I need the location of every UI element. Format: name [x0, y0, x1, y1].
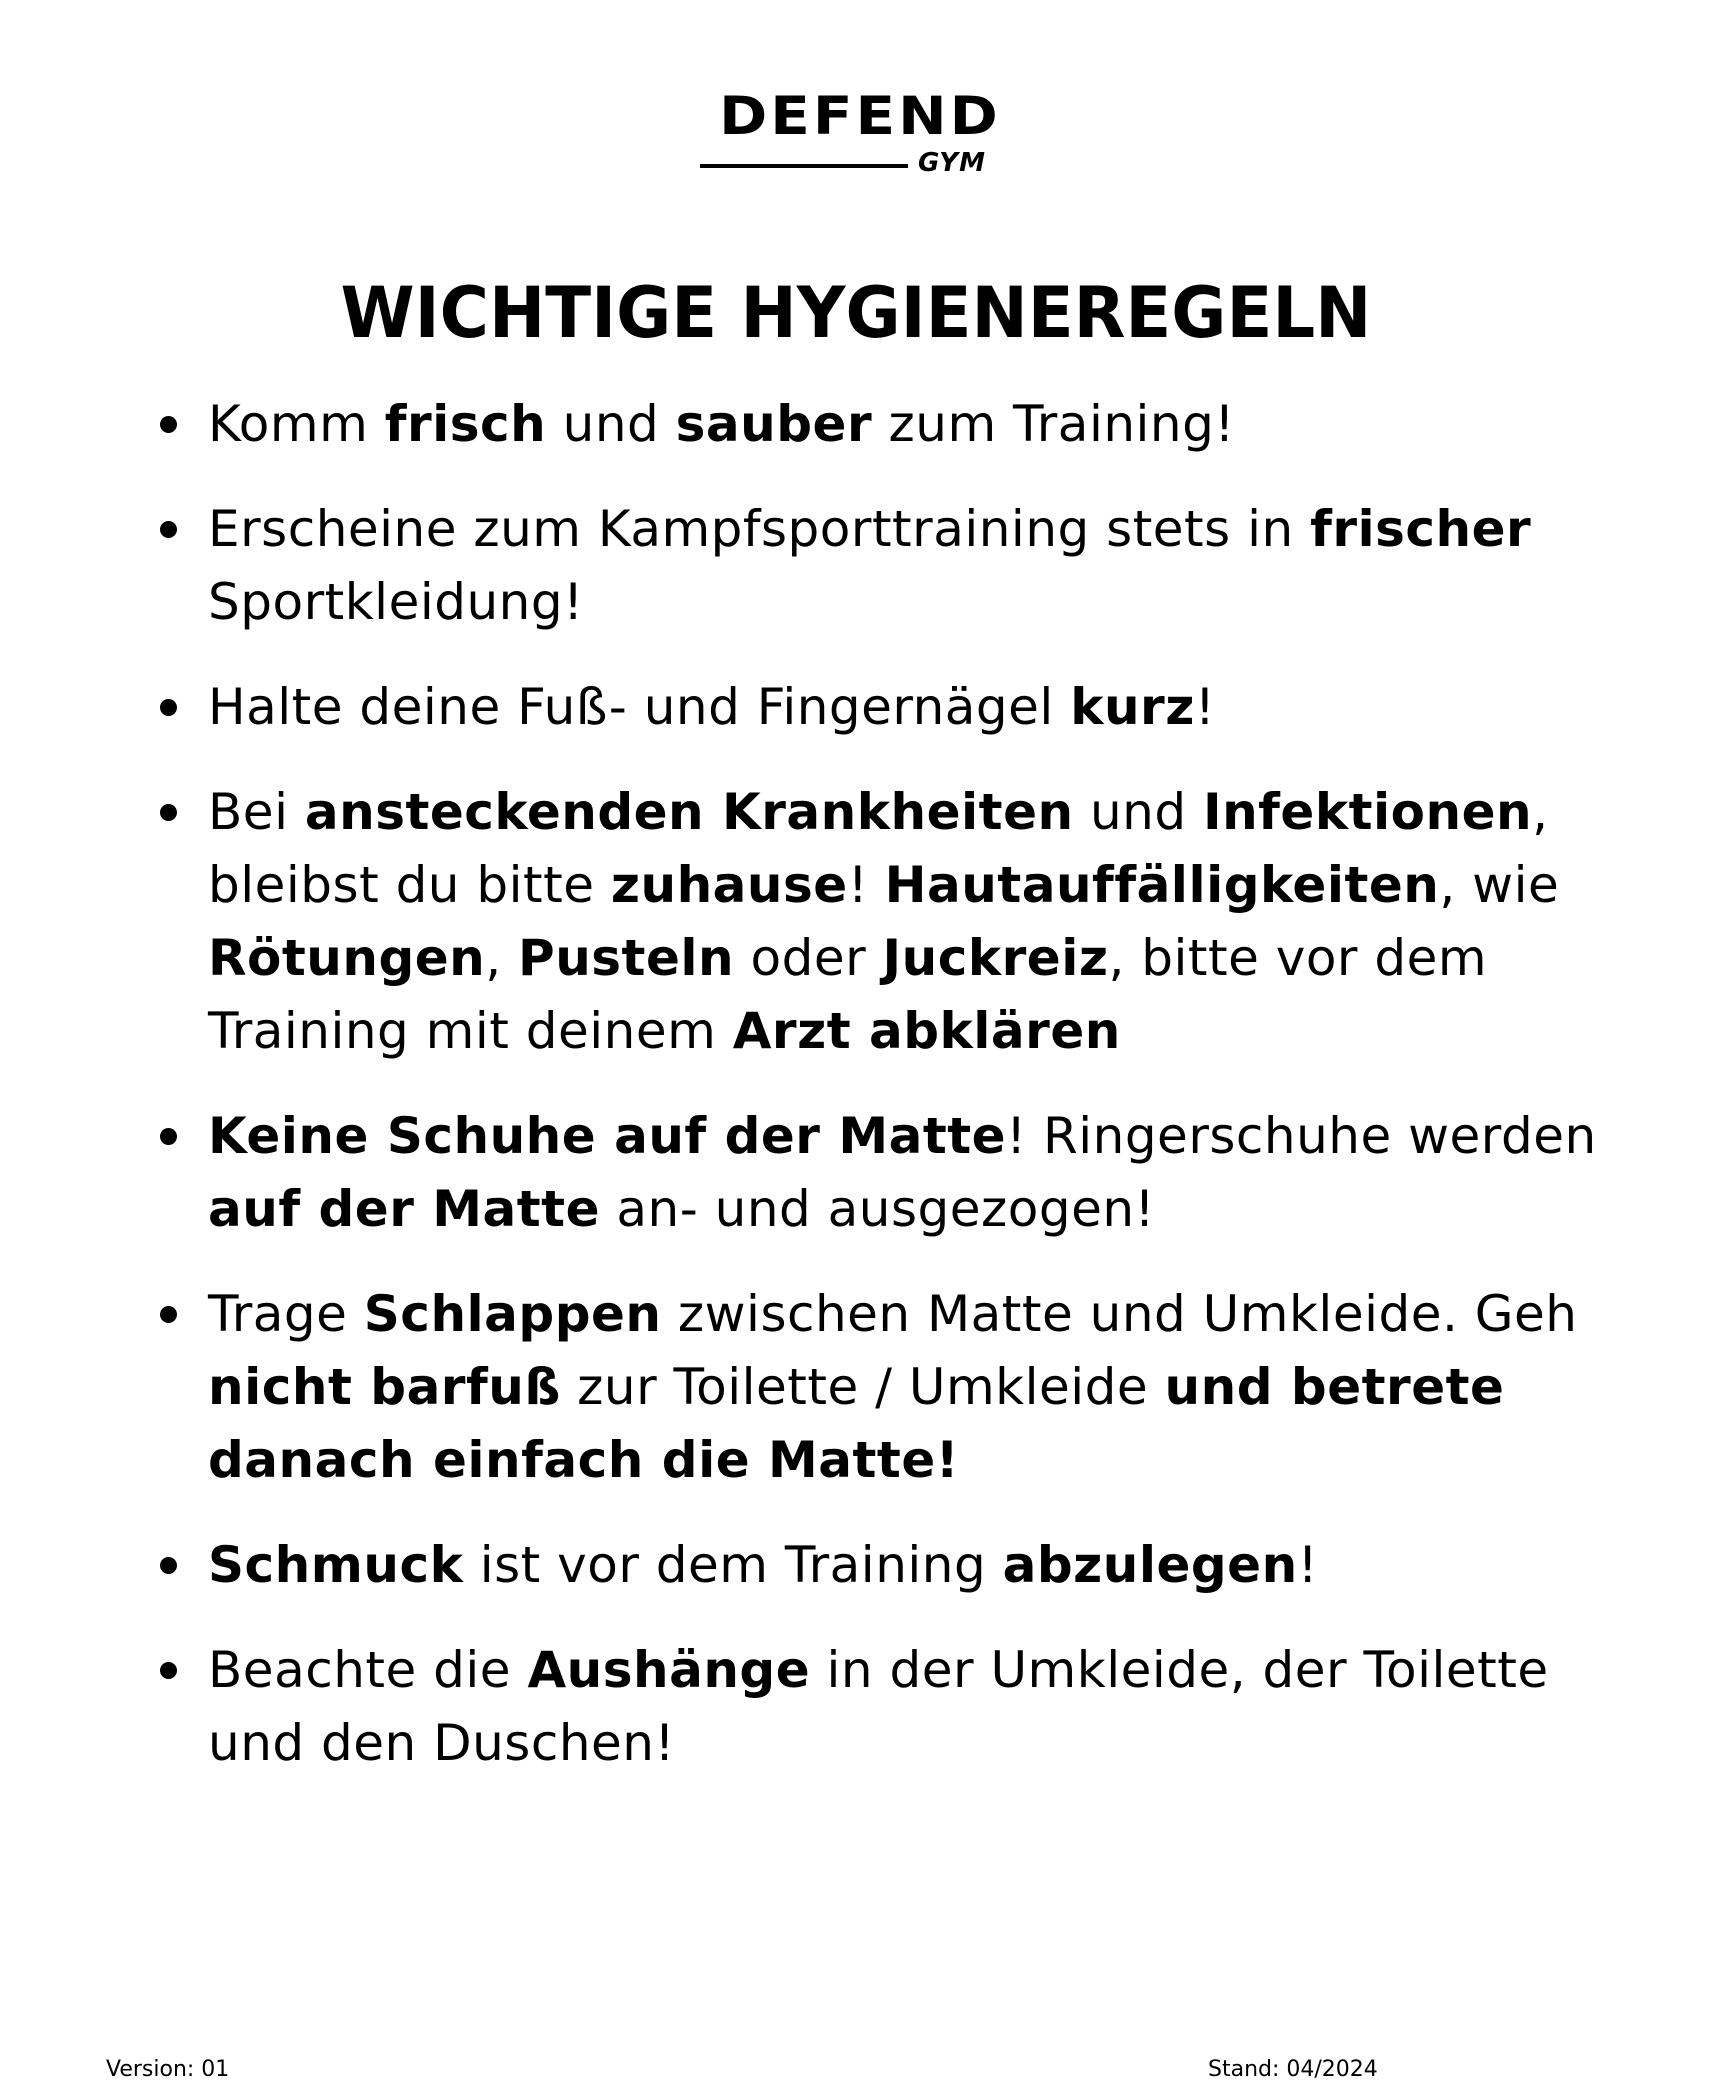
gym-logo	[700, 85, 1020, 180]
rule-item	[158, 1529, 1638, 1602]
rule-text-bold: zuhause	[610, 856, 848, 914]
rule-text: und	[1073, 783, 1203, 841]
rule-text-bold: Arzt abklären	[732, 1002, 1121, 1060]
rule-text-bold: nicht barfuß	[208, 1358, 561, 1416]
rule-text: ist vor dem Training	[463, 1536, 1003, 1594]
rule-text: !	[1297, 1536, 1319, 1594]
rule-text-bold: sauber	[675, 395, 873, 453]
rule-text: , wie	[1439, 856, 1560, 914]
rule-text: Halte deine Fuß- und Fingernägel	[208, 678, 1071, 736]
footer-version: Version: 01	[106, 2057, 230, 2082]
footer-stand-date: Stand: 04/2024	[1208, 2057, 1378, 2082]
rule-text: Trage	[208, 1285, 364, 1343]
hygiene-rules-list	[158, 388, 1638, 1812]
rule-item	[158, 776, 1638, 1068]
bullet-icon	[160, 1557, 177, 1574]
rule-text-bold: Schlappen	[363, 1285, 662, 1343]
page-title: WICHTIGE HYGIENEREGELN	[340, 272, 1372, 354]
rule-text: Bei	[208, 783, 305, 841]
bullet-icon	[160, 1662, 177, 1679]
rule-text-bold: auf der Matte	[208, 1180, 600, 1238]
rule-text-bold: kurz	[1070, 678, 1195, 736]
rule-text-bold: Aushänge	[527, 1641, 811, 1699]
rule-text-bold: frisch	[384, 395, 547, 453]
rule-text: !	[847, 856, 885, 914]
rule-text: und	[546, 395, 676, 453]
rule-text-bold: ansteckenden Krankheiten	[304, 783, 1074, 841]
rule-text: Komm	[208, 395, 385, 453]
rule-item	[158, 1278, 1638, 1497]
rule-text: Sportkleidung!	[208, 573, 584, 631]
rule-text: !	[1194, 678, 1216, 736]
rule-text-bold: Hautauffälligkeiten	[884, 856, 1440, 914]
bullet-icon	[160, 1306, 177, 1323]
rule-text: , bitte vor dem Training mit deinem	[208, 929, 1488, 1060]
rule-text: ! Ringerschuhe werden	[1006, 1107, 1597, 1165]
rule-text: , bleibst du bitte	[208, 783, 1549, 914]
logo-underline	[700, 164, 908, 168]
logo-brand-text: DEFEND	[719, 85, 1001, 147]
rule-text: zur Toilette / Umkleide	[560, 1358, 1165, 1416]
rule-text-bold: Juckreiz	[882, 929, 1109, 987]
rule-text-bold: Pusteln	[518, 929, 735, 987]
rule-text-bold: abzulegen	[1002, 1536, 1298, 1594]
rule-text: zum Training!	[872, 395, 1235, 453]
rule-text-bold: Infektionen	[1202, 783, 1533, 841]
bullet-icon	[160, 804, 177, 821]
rule-item	[158, 493, 1638, 639]
rule-text: oder	[734, 929, 883, 987]
rule-text: an- und ausgezogen!	[599, 1180, 1156, 1238]
rule-text-bold: und betrete danach einfach die Matte!	[208, 1358, 1505, 1489]
rule-text: ,	[485, 929, 519, 987]
rule-item	[158, 671, 1638, 744]
rule-text: zwischen Matte und Umkleide. Geh	[661, 1285, 1578, 1343]
rule-text: in der Umkleide, der Toilette und den Duschen!	[208, 1641, 1549, 1772]
rule-text: Beachte die	[208, 1641, 528, 1699]
rule-item	[158, 388, 1638, 461]
bullet-icon	[160, 416, 177, 433]
rule-text-bold: Keine Schuhe auf der Matte	[208, 1107, 1007, 1165]
bullet-icon	[160, 1128, 177, 1145]
bullet-icon	[160, 699, 177, 716]
rule-text: Erscheine zum Kampfsporttraining stets in	[208, 500, 1311, 558]
rule-text-bold: frischer	[1310, 500, 1532, 558]
rule-text-bold: Rötungen	[208, 929, 486, 987]
bullet-icon	[160, 521, 177, 538]
rule-text-bold: Schmuck	[208, 1536, 464, 1594]
rule-item	[158, 1634, 1638, 1780]
rule-item	[158, 1100, 1638, 1246]
logo-sub-text: GYM	[918, 148, 986, 178]
